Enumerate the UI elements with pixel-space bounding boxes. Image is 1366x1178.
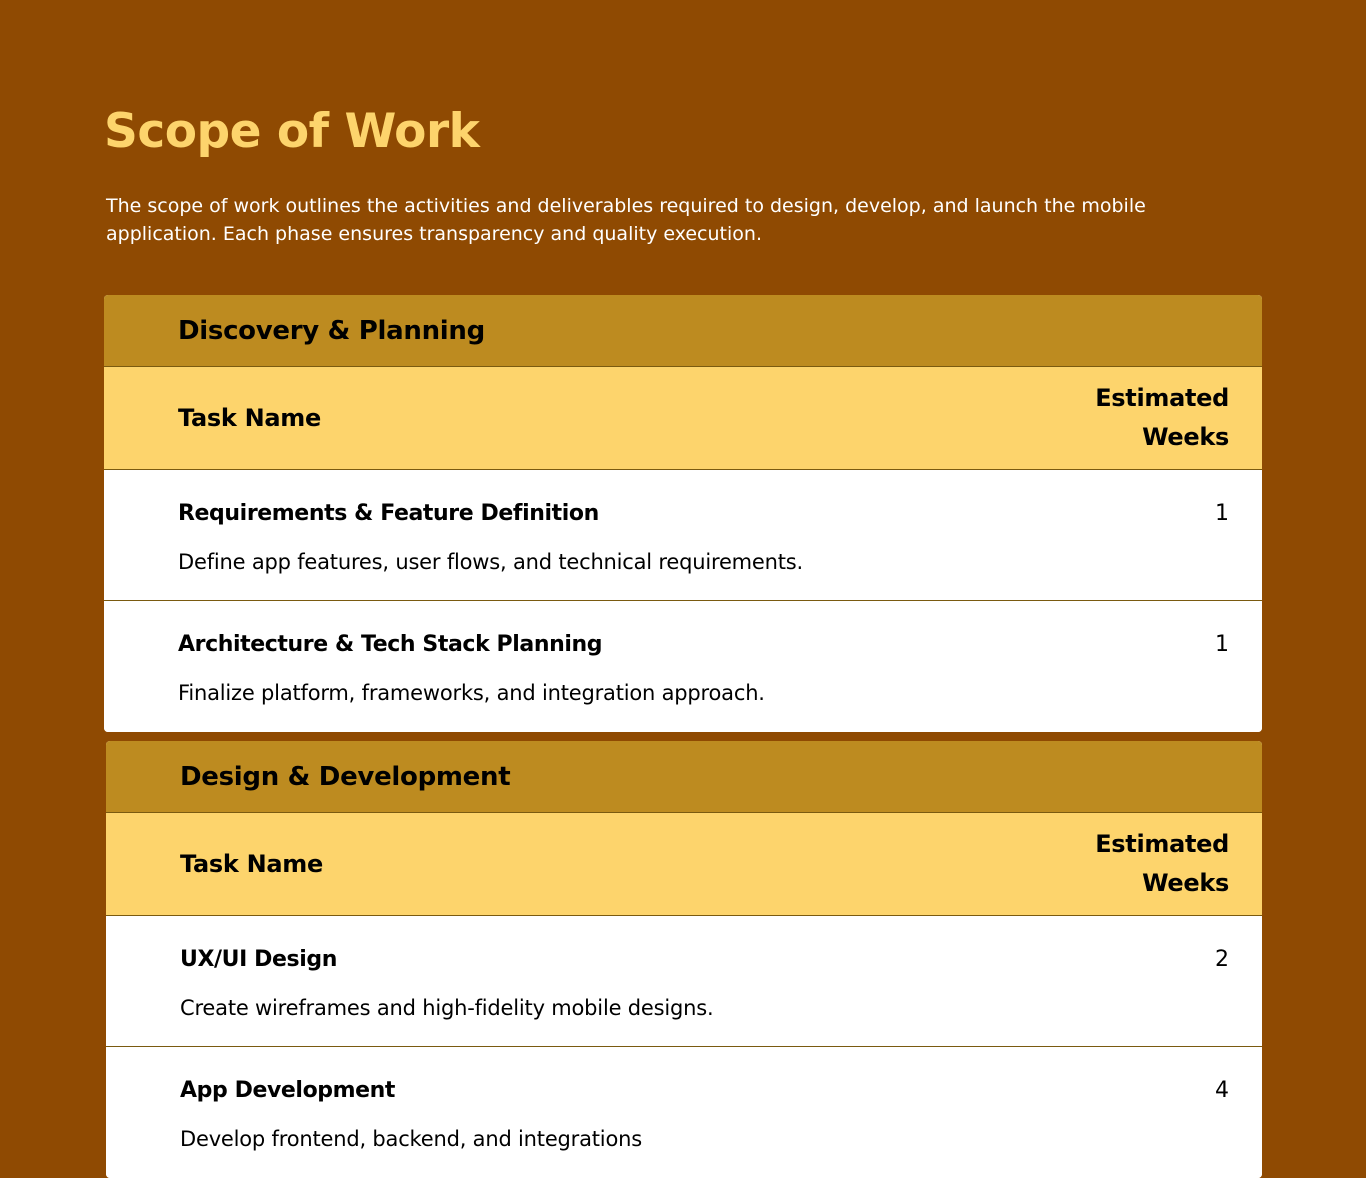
- task-name: Architecture & Tech Stack Planning: [178, 632, 603, 657]
- column-header-estimated-weeks: [1069, 379, 1229, 457]
- task-description: Develop frontend, backend, and integrations: [180, 1127, 642, 1151]
- task-weeks: 1: [1215, 632, 1229, 657]
- table-row: [104, 601, 1262, 732]
- page-title: Scope of Work: [104, 104, 480, 159]
- task-description: Create wireframes and high-fidelity mobile designs.: [180, 996, 714, 1020]
- task-description: Finalize platform, frameworks, and integration approach.: [178, 681, 765, 705]
- column-header-weeks-line1: Estimated: [1095, 830, 1229, 858]
- table-row: [106, 916, 1262, 1047]
- phase-title: Discovery & Planning: [178, 315, 485, 346]
- column-header-task-name: Task Name: [180, 850, 323, 878]
- column-header-estimated-weeks: [1069, 825, 1229, 903]
- column-header-weeks-line2: Weeks: [1142, 869, 1229, 897]
- phase-section-discovery-planning: [104, 295, 1262, 732]
- task-weeks: 1: [1215, 501, 1229, 526]
- task-name: UX/UI Design: [180, 947, 337, 972]
- table-row: [106, 1047, 1262, 1178]
- phase-section-design-development: [106, 741, 1262, 1178]
- table-row: [104, 470, 1262, 601]
- column-header-task-name: Task Name: [178, 404, 321, 432]
- task-name: App Development: [180, 1078, 396, 1103]
- task-description: Define app features, user flows, and technical requirements.: [178, 550, 804, 574]
- intro-paragraph: The scope of work outlines the activities and deliverables required to design, develop, and launch the mobile application. Each phase ensures transparency and quality execution.: [106, 195, 1146, 245]
- scope-of-work-page: [104, 100, 1262, 1151]
- column-header-weeks-line2: Weeks: [1142, 423, 1229, 451]
- phase-header: [106, 741, 1262, 813]
- table-header-row: [106, 813, 1262, 916]
- table-header-row: [104, 367, 1262, 470]
- phase-header: [104, 295, 1262, 367]
- task-weeks: 2: [1215, 947, 1229, 972]
- phase-title: Design & Development: [180, 761, 511, 792]
- column-header-weeks-line1: Estimated: [1095, 384, 1229, 412]
- task-name: Requirements & Feature Definition: [178, 501, 599, 526]
- task-weeks: 4: [1215, 1078, 1229, 1103]
